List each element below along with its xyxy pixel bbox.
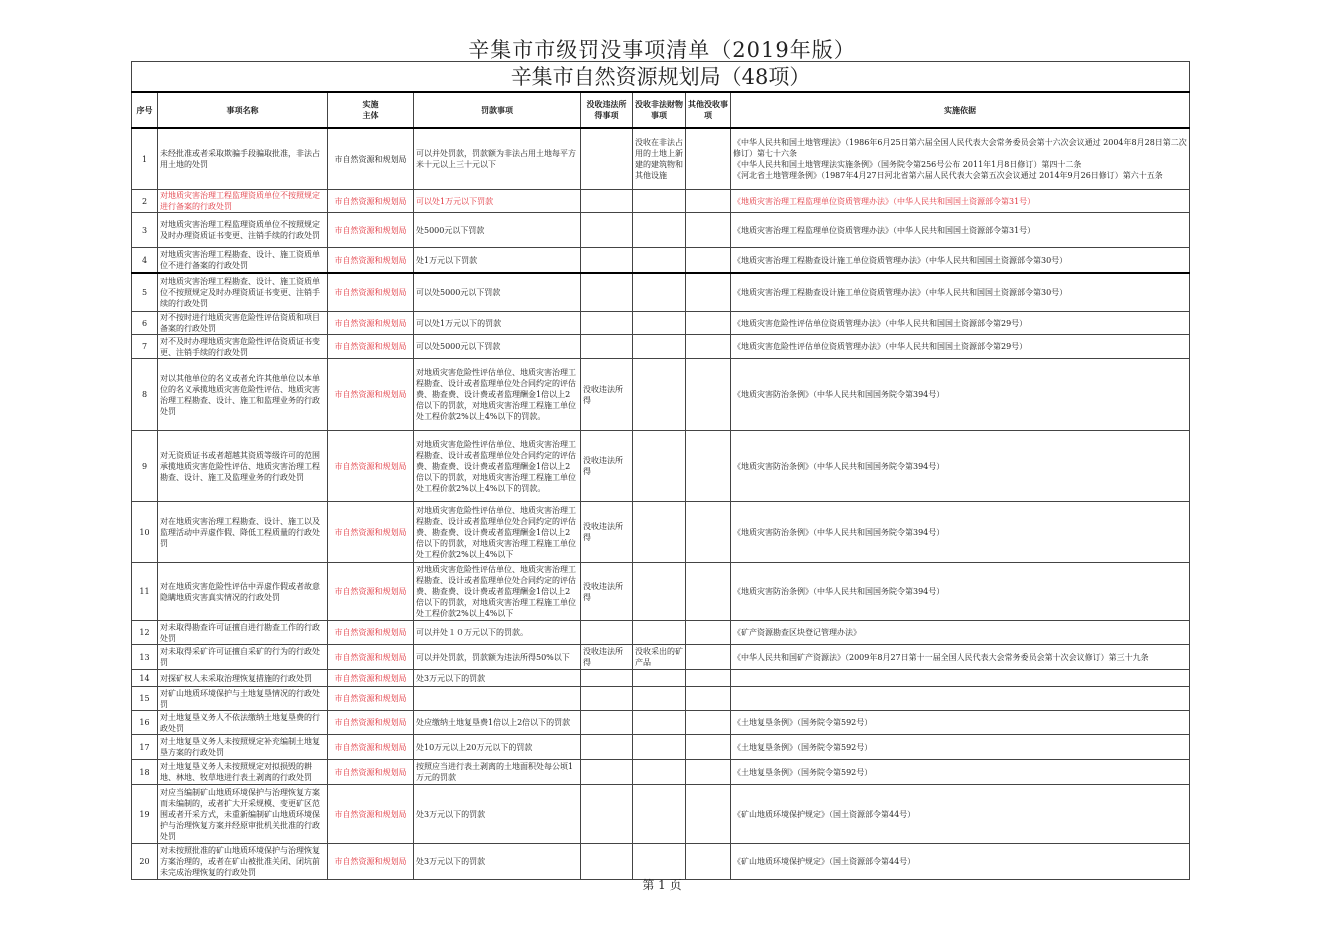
- other-confiscation-cell: [686, 760, 731, 785]
- table-row: [132, 213, 1190, 248]
- confiscate-illegal-property-cell: [633, 273, 686, 312]
- implementing-subject-cell: [328, 190, 414, 213]
- item-name: 对土地复垦义务人未按照规定对拟损毁的耕地、林地、牧草地进行表土剥离的行政处罚: [160, 762, 312, 782]
- confiscate-illegal-gains-cell: [581, 312, 633, 335]
- implementing-subject: 市自然资源和规划局: [334, 255, 407, 265]
- confiscate-illegal-gains-cell: [581, 248, 633, 274]
- fine-item: 处3万元以下的罚款: [416, 809, 486, 819]
- item-name: 对应当编制矿山地质环境保护与治理恢复方案而未编制的，或者扩大开采规模、变更矿区范围或者开采方式，未重新编制矿山地质环境保护与治理恢复方案并经原审批机关批准的行政处罚: [160, 787, 320, 841]
- confiscate-illegal-property-cell: [633, 335, 686, 359]
- other-confiscation-cell: [686, 711, 731, 735]
- header-other: 其他没收事项: [686, 92, 731, 128]
- fine-item: 可以处1万元以下罚款: [416, 196, 494, 206]
- other-confiscation-cell: [686, 735, 731, 760]
- row-number: 7: [141, 342, 148, 351]
- legal-basis: 《土地复垦条例》（国务院令第592号）: [733, 767, 873, 777]
- implementing-subject-cell: [328, 431, 414, 502]
- confiscate-illegal-gains: 没收违法所得: [583, 581, 623, 602]
- item-name: 对土地复垦义务人不依法缴纳土地复垦费的行政处罚: [160, 712, 320, 733]
- item-name: 对未按照批准的矿山地质环境保护与治理恢复方案治理的，或者在矿山被批准关闭、闭坑前未完成治理恢复的行政处罚: [160, 846, 320, 877]
- row-number-cell: [132, 711, 158, 735]
- row-number-cell: [132, 502, 158, 563]
- legal-basis: 《矿产资源勘查区块登记管理办法》: [733, 628, 861, 637]
- header-row: [132, 92, 1190, 128]
- implementing-subject: 市自然资源和规划局: [334, 767, 407, 777]
- legal-basis-cell: [731, 563, 1190, 621]
- table-row: [132, 735, 1190, 760]
- fine-item-cell: [414, 760, 581, 785]
- confiscate-illegal-gains-cell: [581, 785, 633, 844]
- legal-basis: 《中华人民共和国矿产资源法》（2009年8月27日第十一届全国人民代表大会常务委员会第十次会议修订）第三十九条: [733, 652, 1149, 662]
- fine-item: 对地质灾害危险性评估单位、地质灾害治理工程勘查、设计或者监理单位处合同约定的评估费、勘查费、设计费或者监理酬金1倍以上2倍以下的罚款，对地质灾害治理工程施工单位处工程价款2%以上4%以下: [416, 505, 576, 559]
- row-number: 15: [139, 694, 150, 703]
- implementing-subject-cell: [328, 273, 414, 312]
- item-name-cell: [158, 248, 328, 274]
- confiscate-illegal-gains-cell: [581, 645, 633, 670]
- row-number: 2: [141, 196, 148, 206]
- legal-basis: 《地质灾害治理工程监理单位资质管理办法》（中华人民共和国国土资源部令第31号）: [733, 225, 1036, 235]
- other-confiscation-cell: [686, 621, 731, 645]
- item-name: 对未取得采矿许可证擅自采矿的行为的行政处罚: [160, 647, 320, 667]
- other-confiscation-cell: [686, 670, 731, 687]
- header-basis: 实施依据: [731, 92, 1190, 128]
- other-confiscation-cell: [686, 248, 731, 274]
- table-row: [132, 645, 1190, 670]
- fine-item-cell: [414, 785, 581, 844]
- confiscate-illegal-property-cell: [633, 563, 686, 621]
- implementing-subject-cell: [328, 563, 414, 621]
- implementing-subject-cell: [328, 359, 414, 431]
- legal-basis: 《地质灾害治理工程监理单位资质管理办法》（中华人民共和国国土资源部令第31号）: [733, 196, 1036, 206]
- item-name-cell: [158, 844, 328, 880]
- item-name: 对土地复垦义务人未按照规定补充编制土地复垦方案的行政处罚: [160, 737, 320, 757]
- legal-basis-cell: [731, 312, 1190, 335]
- other-confiscation-cell: [686, 190, 731, 213]
- confiscate-illegal-property-cell: [633, 844, 686, 880]
- table-row: [132, 844, 1190, 880]
- table-row: [132, 273, 1190, 312]
- implementing-subject: 市自然资源和规划局: [334, 857, 407, 866]
- header-no: 序号: [132, 92, 158, 128]
- confiscate-illegal-gains-cell: [581, 128, 633, 190]
- item-name-cell: [158, 687, 328, 711]
- row-number: 6: [141, 318, 148, 328]
- legal-basis: 《土地复垦条例》（国务院令第592号）: [733, 742, 873, 752]
- item-name: 对不及时办理地质灾害危险性评估资质证书变更、注销手续的行政处罚: [160, 336, 320, 357]
- confiscate-illegal-gains-cell: [581, 563, 633, 621]
- item-name-cell: [158, 711, 328, 735]
- item-name-cell: [158, 213, 328, 248]
- item-name-cell: [158, 645, 328, 670]
- row-number: 19: [139, 809, 150, 819]
- confiscate-illegal-property-cell: [633, 190, 686, 213]
- confiscate-illegal-property-cell: [633, 760, 686, 785]
- legal-basis-cell: [731, 670, 1190, 687]
- other-confiscation-cell: [686, 273, 731, 312]
- confiscate-illegal-gains-cell: [581, 844, 633, 880]
- fine-item: 处1万元以下罚款: [416, 255, 478, 265]
- other-confiscation-cell: [686, 359, 731, 431]
- item-name: 对未取得勘查许可证擅自进行勘查工作的行政处罚: [160, 622, 320, 643]
- legal-basis-cell: [731, 785, 1190, 844]
- table-row: [132, 785, 1190, 844]
- legal-basis: 《矿山地质环境保护规定》（国土资源部令第44号）: [733, 857, 916, 866]
- confiscate-illegal-gains-cell: [581, 335, 633, 359]
- other-confiscation-cell: [686, 844, 731, 880]
- confiscate-illegal-property: 没收在非法占用的土地上新建的建筑物和其他设施: [635, 138, 683, 180]
- implementing-subject: 市自然资源和规划局: [334, 673, 407, 683]
- item-name: 对在地质灾害危险性评估中弄虚作假或者故意隐瞒地质灾害真实情况的行政处罚: [160, 581, 320, 602]
- fine-item-cell: [414, 711, 581, 735]
- other-confiscation-cell: [686, 335, 731, 359]
- legal-basis: 《地质灾害危险性评估单位资质管理办法》（中华人民共和国国土资源部令第29号）: [733, 318, 1028, 328]
- confiscate-illegal-gains-cell: [581, 760, 633, 785]
- confiscate-illegal-property-cell: [633, 213, 686, 248]
- legal-basis-cell: [731, 248, 1190, 274]
- item-name: 对地质灾害治理工程监理资质单位不按照规定进行备案的行政处罚: [160, 191, 320, 211]
- confiscate-illegal-gains-cell: [581, 711, 633, 735]
- implementing-subject: 市自然资源和规划局: [334, 809, 407, 819]
- implementing-subject: 市自然资源和规划局: [334, 587, 407, 596]
- row-number-cell: [132, 645, 158, 670]
- implementing-subject: 市自然资源和规划局: [334, 225, 407, 235]
- fine-item-cell: [414, 621, 581, 645]
- item-name: 未经批准或者采取欺骗手段骗取批准，非法占用土地的处罚: [160, 149, 320, 169]
- row-number: 1: [141, 154, 148, 164]
- fine-item-cell: [414, 844, 581, 880]
- item-name-cell: [158, 670, 328, 687]
- confiscate-illegal-property-cell: [633, 687, 686, 711]
- confiscate-illegal-gains: 没收违法所得: [583, 384, 623, 405]
- fine-item: 处3万元以下的罚款: [416, 857, 486, 866]
- confiscate-illegal-property-cell: [633, 645, 686, 670]
- item-name: 对不按时进行地质灾害危险性评估资质和项目备案的行政处罚: [160, 313, 320, 333]
- legal-basis-cell: [731, 711, 1190, 735]
- confiscate-illegal-gains-cell: [581, 431, 633, 502]
- confiscate-illegal-gains-cell: [581, 670, 633, 687]
- fine-item: 对地质灾害危险性评估单位、地质灾害治理工程勘查、设计或者监理单位处合同约定的评估费、勘查费、设计费或者监理酬金1倍以上2倍以下的罚款，对地质灾害治理工程施工单位处工程价款2%以上4%以下: [416, 565, 576, 618]
- header-subject: 实施 主体: [328, 92, 414, 128]
- implementing-subject: 市自然资源和规划局: [334, 527, 407, 537]
- legal-basis-cell: [731, 213, 1190, 248]
- row-number: 20: [139, 857, 150, 866]
- row-number-cell: [132, 431, 158, 502]
- fine-item-cell: [414, 687, 581, 711]
- item-name-cell: [158, 621, 328, 645]
- fine-item-cell: [414, 431, 581, 502]
- item-name-cell: [158, 502, 328, 563]
- implementing-subject: 市自然资源和规划局: [334, 742, 407, 752]
- confiscate-illegal-gains-cell: [581, 735, 633, 760]
- fine-item-cell: [414, 213, 581, 248]
- row-number: 13: [139, 652, 150, 662]
- header-name: 事项名称: [158, 92, 328, 128]
- legal-basis-cell: [731, 687, 1190, 711]
- confiscate-illegal-property-cell: [633, 785, 686, 844]
- fine-item-cell: [414, 359, 581, 431]
- row-number-cell: [132, 213, 158, 248]
- table-row: [132, 248, 1190, 274]
- item-name-cell: [158, 431, 328, 502]
- row-number-cell: [132, 563, 158, 621]
- fine-item-cell: [414, 670, 581, 687]
- page-number: 第 1 页: [642, 878, 682, 892]
- other-confiscation-cell: [686, 563, 731, 621]
- other-confiscation-cell: [686, 645, 731, 670]
- item-name-cell: [158, 735, 328, 760]
- item-name-cell: [158, 190, 328, 213]
- item-name: 对无资质证书或者超越其资质等级许可的范围承揽地质灾害危险性评估、地质灾害治理工程勘查、设计、施工及监理业务的行政处罚: [160, 450, 320, 482]
- implementing-subject-cell: [328, 128, 414, 190]
- other-confiscation-cell: [686, 431, 731, 502]
- legal-basis: 《地质灾害防治条例》（中华人民共和国国务院令第394号）: [733, 461, 945, 471]
- implementing-subject-cell: [328, 670, 414, 687]
- fine-item: 可以处5000元以下罚款: [416, 288, 501, 297]
- item-name-cell: [158, 760, 328, 785]
- fine-item-cell: [414, 645, 581, 670]
- confiscate-illegal-property-cell: [633, 502, 686, 563]
- item-name: 对在地质灾害治理工程勘查、设计、施工以及监理活动中弄虚作假、降低工程质量的行政处罚: [160, 516, 320, 548]
- legal-basis: 《土地复垦条例》（国务院令第592号）: [733, 718, 873, 727]
- fine-item: 可以并处罚款，罚款额为非法占用土地每平方米十元以上三十元以下: [416, 149, 576, 169]
- fine-item-cell: [414, 312, 581, 335]
- document-title: 辛集市市级罚没事项清单（2019年版）: [468, 38, 856, 62]
- confiscate-illegal-gains: 没收违法所得: [583, 522, 623, 542]
- row-number: 9: [141, 461, 148, 471]
- implementing-subject-cell: [328, 213, 414, 248]
- table-row: [132, 312, 1190, 335]
- confiscate-illegal-property-cell: [633, 248, 686, 274]
- item-name: 对地质灾害治理工程勘查、设计、施工资质单位不进行备案的行政处罚: [160, 250, 320, 270]
- item-name: 对地质灾害治理工程勘查、设计、施工资质单位不按照规定及时办理资质证书变更、注销手续的行政处罚: [160, 277, 320, 308]
- legal-basis: 《地质灾害防治条例》（中华人民共和国国务院令第394号）: [733, 390, 945, 399]
- legal-basis-cell: [731, 359, 1190, 431]
- item-name-cell: [158, 359, 328, 431]
- confiscate-illegal-gains-cell: [581, 687, 633, 711]
- row-number: 16: [139, 718, 150, 727]
- legal-basis: 《地质灾害危险性评估单位资质管理办法》（中华人民共和国国土资源部令第29号）: [733, 342, 1028, 351]
- row-number: 4: [141, 255, 148, 265]
- fine-item-cell: [414, 502, 581, 563]
- penalty-table: [131, 61, 1190, 880]
- item-name: 对地质灾害治理工程监理资质单位不按照规定及时办理资质证书变更、注销手续的行政处罚: [160, 220, 320, 240]
- confiscate-illegal-property-cell: [633, 312, 686, 335]
- fine-item: 可以处1万元以下的罚款: [416, 318, 502, 328]
- legal-basis-cell: [731, 621, 1190, 645]
- implementing-subject-cell: [328, 502, 414, 563]
- implementing-subject-cell: [328, 687, 414, 711]
- other-confiscation-cell: [686, 785, 731, 844]
- implementing-subject-cell: [328, 335, 414, 359]
- implementing-subject-cell: [328, 844, 414, 880]
- implementing-subject-cell: [328, 621, 414, 645]
- confiscate-illegal-property: 没收采出的矿产品: [635, 647, 683, 667]
- fine-item: 可以并处１０万元以下的罚款。: [416, 628, 528, 637]
- confiscate-illegal-property-cell: [633, 128, 686, 190]
- row-number-cell: [132, 359, 158, 431]
- other-confiscation-cell: [686, 213, 731, 248]
- confiscate-illegal-gains-cell: [581, 621, 633, 645]
- implementing-subject-cell: [328, 711, 414, 735]
- table-row: [132, 335, 1190, 359]
- confiscate-illegal-gains-cell: [581, 502, 633, 563]
- legal-basis-cell: [731, 431, 1190, 502]
- row-number-cell: [132, 312, 158, 335]
- fine-item: 对地质灾害危险性评估单位、地质灾害治理工程勘查、设计或者监理单位处合同约定的评估费、勘查费、设计费或者监理酬金1倍以上2倍以下的罚款，对地质灾害治理工程施工单位处工程价款2%以上4%以下的罚款。: [416, 368, 576, 421]
- row-number: 18: [139, 767, 150, 777]
- table-row: [132, 128, 1190, 190]
- fine-item: 可以处5000元以下罚款: [416, 342, 501, 351]
- row-number-cell: [132, 760, 158, 785]
- legal-basis: 《矿山地质环境保护规定》（国土资源部令第44号）: [733, 809, 916, 819]
- table-row: [132, 502, 1190, 563]
- implementing-subject: 市自然资源和规划局: [334, 390, 407, 399]
- confiscate-illegal-gains-cell: [581, 273, 633, 312]
- row-number-cell: [132, 273, 158, 312]
- table-row: [132, 760, 1190, 785]
- row-number: 10: [139, 527, 150, 537]
- row-number-cell: [132, 335, 158, 359]
- implementing-subject-cell: [328, 785, 414, 844]
- confiscate-illegal-gains: 没收违法所得: [583, 456, 623, 476]
- fine-item-cell: [414, 248, 581, 274]
- row-number-cell: [132, 248, 158, 274]
- header-illegal-property: 没收非法财物事项: [633, 92, 686, 128]
- fine-item-cell: [414, 335, 581, 359]
- row-number-cell: [132, 785, 158, 844]
- confiscate-illegal-property-cell: [633, 670, 686, 687]
- row-number: 14: [139, 673, 150, 683]
- confiscate-illegal-gains-cell: [581, 213, 633, 248]
- table-row: [132, 563, 1190, 621]
- fine-item: 对地质灾害危险性评估单位、地质灾害治理工程勘查、设计或者监理单位处合同约定的评估费、勘查费、设计费或者监理酬金1倍以上2倍以下的罚款，对地质灾害治理工程施工单位处工程价款2%以上4%以下的罚款。: [416, 439, 576, 493]
- fine-item: 可以并处罚款，罚款额为违法所得50%以下: [416, 652, 570, 662]
- fine-item: 处应缴纳土地复垦费1倍以上2倍以下的罚款: [416, 718, 571, 727]
- row-number: 3: [141, 225, 148, 235]
- implementing-subject: 市自然资源和规划局: [334, 154, 407, 164]
- legal-basis-cell: [731, 273, 1190, 312]
- legal-basis-cell: [731, 190, 1190, 213]
- table-row: [132, 190, 1190, 213]
- fine-item: 处3万元以下的罚款: [416, 673, 486, 683]
- confiscate-illegal-gains: 没收违法所得: [583, 647, 623, 667]
- item-name: 对以其他单位的名义或者允许其他单位以本单位的名义承揽地质灾害危险性评估、地质灾害治理工程勘查、设计、施工和监理业务的行政处罚: [160, 373, 320, 416]
- fine-item-cell: [414, 273, 581, 312]
- implementing-subject-cell: [328, 312, 414, 335]
- confiscate-illegal-property-cell: [633, 359, 686, 431]
- legal-basis: 《地质灾害防治条例》（中华人民共和国国务院令第394号）: [733, 587, 945, 596]
- header-fine: 罚款事项: [414, 92, 581, 128]
- legal-basis: 《中华人民共和国土地管理法》（1986年6月25日第六届全国人民代表大会常务委员会第十六次会议通过 2004年8月28日第二次修订）第七十六条 《中华人民共和国土地管理法实施条例》（国务院令第256号公布 2011年1月8日修订）第四十二条 《河北省土地管理条例》（1987年4月27日河北省第六届人民代表大会第五次会议通过 2014年9月26日修订）第六十五条: [733, 138, 1187, 180]
- row-number-cell: [132, 670, 158, 687]
- item-name: 对矿山地质环境保护与土地复垦情况的行政处罚: [160, 688, 320, 709]
- implementing-subject-cell: [328, 248, 414, 274]
- row-number: 11: [139, 587, 150, 596]
- table-row: [132, 431, 1190, 502]
- legal-basis: 《地质灾害防治条例》（中华人民共和国国务院令第394号）: [733, 527, 945, 537]
- other-confiscation-cell: [686, 502, 731, 563]
- other-confiscation-cell: [686, 687, 731, 711]
- implementing-subject: 市自然资源和规划局: [334, 318, 407, 328]
- item-name-cell: [158, 273, 328, 312]
- implementing-subject: 市自然资源和规划局: [334, 652, 407, 662]
- legal-basis: 《地质灾害治理工程勘查设计施工单位资质管理办法》（中华人民共和国国土资源部令第30号）: [733, 288, 1068, 297]
- table-row: [132, 687, 1190, 711]
- department-title: 辛集市自然资源规划局（48项）: [132, 62, 1190, 93]
- legal-basis-cell: [731, 128, 1190, 190]
- item-name-cell: [158, 785, 328, 844]
- fine-item-cell: [414, 563, 581, 621]
- confiscate-illegal-property-cell: [633, 735, 686, 760]
- confiscate-illegal-property-cell: [633, 431, 686, 502]
- row-number-cell: [132, 621, 158, 645]
- implementing-subject: 市自然资源和规划局: [334, 694, 407, 703]
- item-name-cell: [158, 128, 328, 190]
- fine-item-cell: [414, 735, 581, 760]
- implementing-subject: 市自然资源和规划局: [334, 628, 407, 637]
- item-name-cell: [158, 312, 328, 335]
- legal-basis-cell: [731, 735, 1190, 760]
- other-confiscation-cell: [686, 312, 731, 335]
- item-name-cell: [158, 563, 328, 621]
- row-number: 17: [139, 742, 150, 752]
- confiscate-illegal-property-cell: [633, 621, 686, 645]
- legal-basis-cell: [731, 502, 1190, 563]
- implementing-subject: 市自然资源和规划局: [334, 196, 407, 206]
- table-row: [132, 711, 1190, 735]
- confiscate-illegal-gains-cell: [581, 359, 633, 431]
- row-number-cell: [132, 687, 158, 711]
- row-number: 12: [139, 628, 150, 637]
- implementing-subject-cell: [328, 645, 414, 670]
- implementing-subject: 市自然资源和规划局: [334, 342, 407, 351]
- row-number: 8: [141, 390, 148, 399]
- implementing-subject: 市自然资源和规划局: [334, 461, 407, 471]
- confiscate-illegal-gains-cell: [581, 190, 633, 213]
- fine-item: 处5000元以下罚款: [416, 225, 485, 235]
- confiscate-illegal-property-cell: [633, 711, 686, 735]
- table-row: [132, 621, 1190, 645]
- row-number-cell: [132, 190, 158, 213]
- legal-basis: 《地质灾害治理工程勘查设计施工单位资质管理办法》（中华人民共和国国土资源部令第30号）: [733, 255, 1068, 265]
- item-name: 对探矿权人未采取治理恢复措施的行政处罚: [160, 673, 312, 683]
- header-illegal-gains: 没收违法所得事项: [581, 92, 633, 128]
- row-number: 5: [141, 288, 148, 297]
- implementing-subject: 市自然资源和规划局: [334, 288, 407, 297]
- row-number-cell: [132, 735, 158, 760]
- fine-item-cell: [414, 190, 581, 213]
- legal-basis-cell: [731, 844, 1190, 880]
- implementing-subject-cell: [328, 735, 414, 760]
- legal-basis-cell: [731, 645, 1190, 670]
- table-row: [132, 359, 1190, 431]
- item-name-cell: [158, 335, 328, 359]
- implementing-subject-cell: [328, 760, 414, 785]
- row-number-cell: [132, 844, 158, 880]
- fine-item-cell: [414, 128, 581, 190]
- legal-basis-cell: [731, 335, 1190, 359]
- implementing-subject: 市自然资源和规划局: [334, 718, 407, 727]
- fine-item: 处10万元以上20万元以下的罚款: [416, 742, 533, 752]
- legal-basis-cell: [731, 760, 1190, 785]
- fine-item: 按照应当进行表土剥离的土地面积处每公顷1万元的罚款: [416, 762, 574, 782]
- other-confiscation-cell: [686, 128, 731, 190]
- row-number-cell: [132, 128, 158, 190]
- table-row: [132, 670, 1190, 687]
